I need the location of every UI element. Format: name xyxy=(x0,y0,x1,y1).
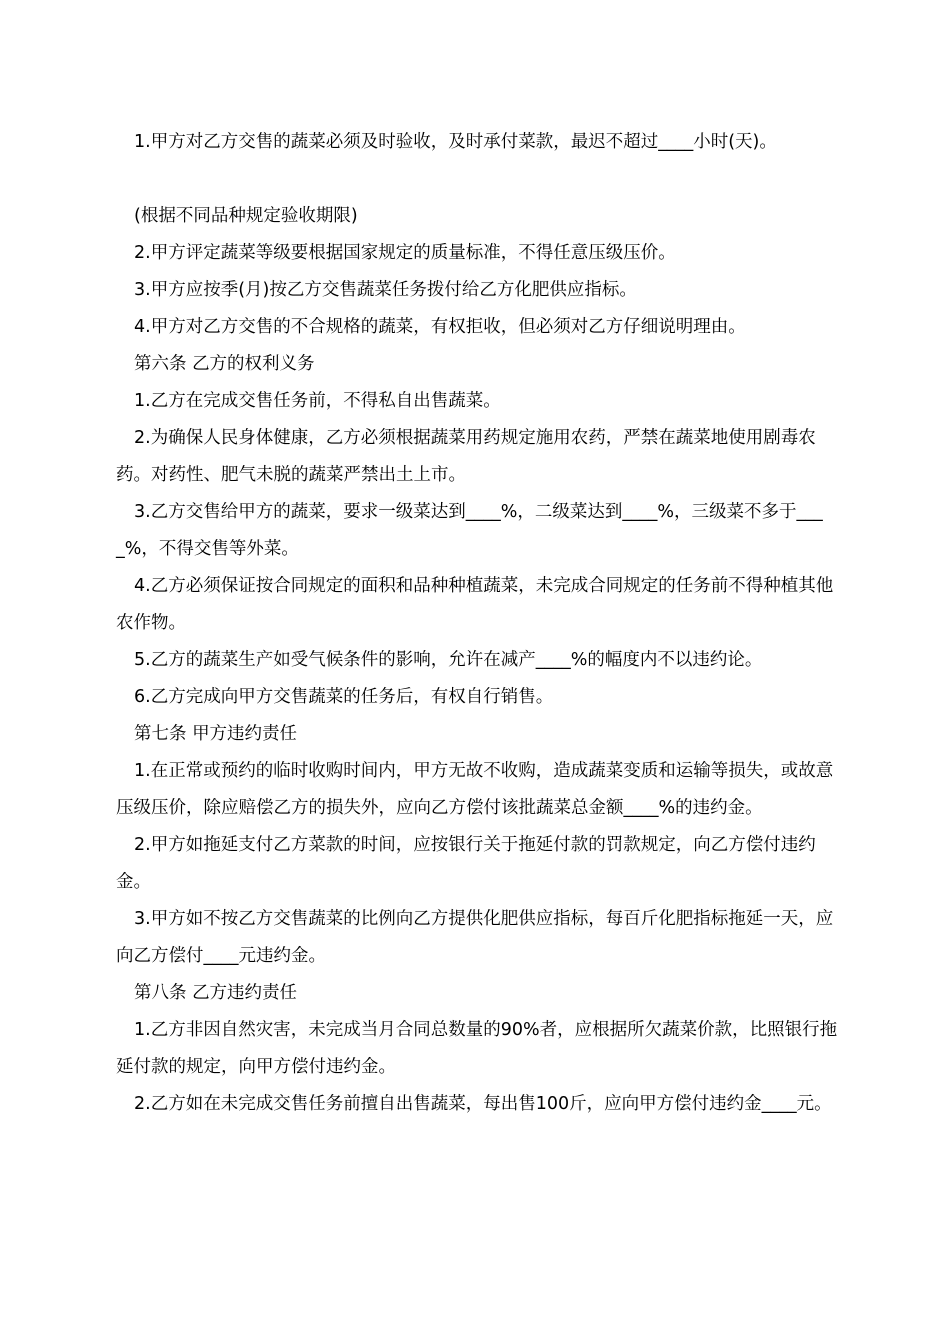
paragraph: 4.乙方必须保证按合同规定的面积和品种种植蔬菜，未完成合同规定的任务前不得种植其他农作物。 xyxy=(116,576,834,633)
paragraph: 3.甲方应按季(月)按乙方交售蔬菜任务拨付给乙方化肥供应指标。 xyxy=(134,280,637,300)
paragraph: 2.乙方如在未完成交售任务前擅自出售蔬菜，每出售100斤，应向甲方偿付违约金____元。 xyxy=(134,1094,832,1114)
paragraph: 1.在正常或预约的临时收购时间内，甲方无故不收购，造成蔬菜变质和运输等损失，或故意压级压价，除应赔偿乙方的损失外，应向乙方偿付该批蔬菜总金额____%的违约金。 xyxy=(116,761,834,818)
section-heading: 第八条 乙方违约责任 xyxy=(134,983,298,1003)
paragraph: 6.乙方完成向甲方交售蔬菜的任务后，有权自行销售。 xyxy=(134,687,554,707)
paragraph: 1.乙方非因自然灾害，未完成当月合同总数量的90%者，应根据所欠蔬菜价款，比照银行拖延付款的规定，向甲方偿付违约金。 xyxy=(116,1020,838,1077)
paragraph-gap xyxy=(116,161,842,198)
paragraph: 1.甲方对乙方交售的蔬菜必须及时验收，及时承付菜款，最迟不超过____小时(天)。 xyxy=(134,132,777,152)
paragraph: 2.甲方如拖延支付乙方菜款的时间，应按银行关于拖延付款的罚款规定，向乙方偿付违约金。 xyxy=(116,835,816,892)
paragraph: 3.甲方如不按乙方交售蔬菜的比例向乙方提供化肥供应指标，每百斤化肥指标拖延一天，应向乙方偿付____元违约金。 xyxy=(116,909,834,966)
paragraph: (根据不同品种规定验收期限) xyxy=(134,206,358,226)
paragraph: 5.乙方的蔬菜生产如受气候条件的影响，允许在减产____%的幅度内不以违约论。 xyxy=(134,650,763,670)
paragraph: 1.乙方在完成交售任务前，不得私自出售蔬菜。 xyxy=(134,391,501,411)
paragraph: 4.甲方对乙方交售的不合规格的蔬菜，有权拒收，但必须对乙方仔细说明理由。 xyxy=(134,317,746,337)
section-heading: 第六条 乙方的权利义务 xyxy=(134,354,315,374)
paragraph: 2.为确保人民身体健康，乙方必须根据蔬菜用药规定施用农药，严禁在蔬菜地使用剧毒农药。对药性、肥气未脱的蔬菜严禁出土上市。 xyxy=(116,428,816,485)
section-heading: 第七条 甲方违约责任 xyxy=(134,724,298,744)
paragraph: 2.甲方评定蔬菜等级要根据国家规定的质量标准，不得任意压级压价。 xyxy=(134,243,676,263)
paragraph: 3.乙方交售给甲方的蔬菜，要求一级菜达到____%，二级菜达到____%，三级菜不多于____%，不得交售等外菜。 xyxy=(116,502,823,559)
document-body xyxy=(116,124,842,1123)
